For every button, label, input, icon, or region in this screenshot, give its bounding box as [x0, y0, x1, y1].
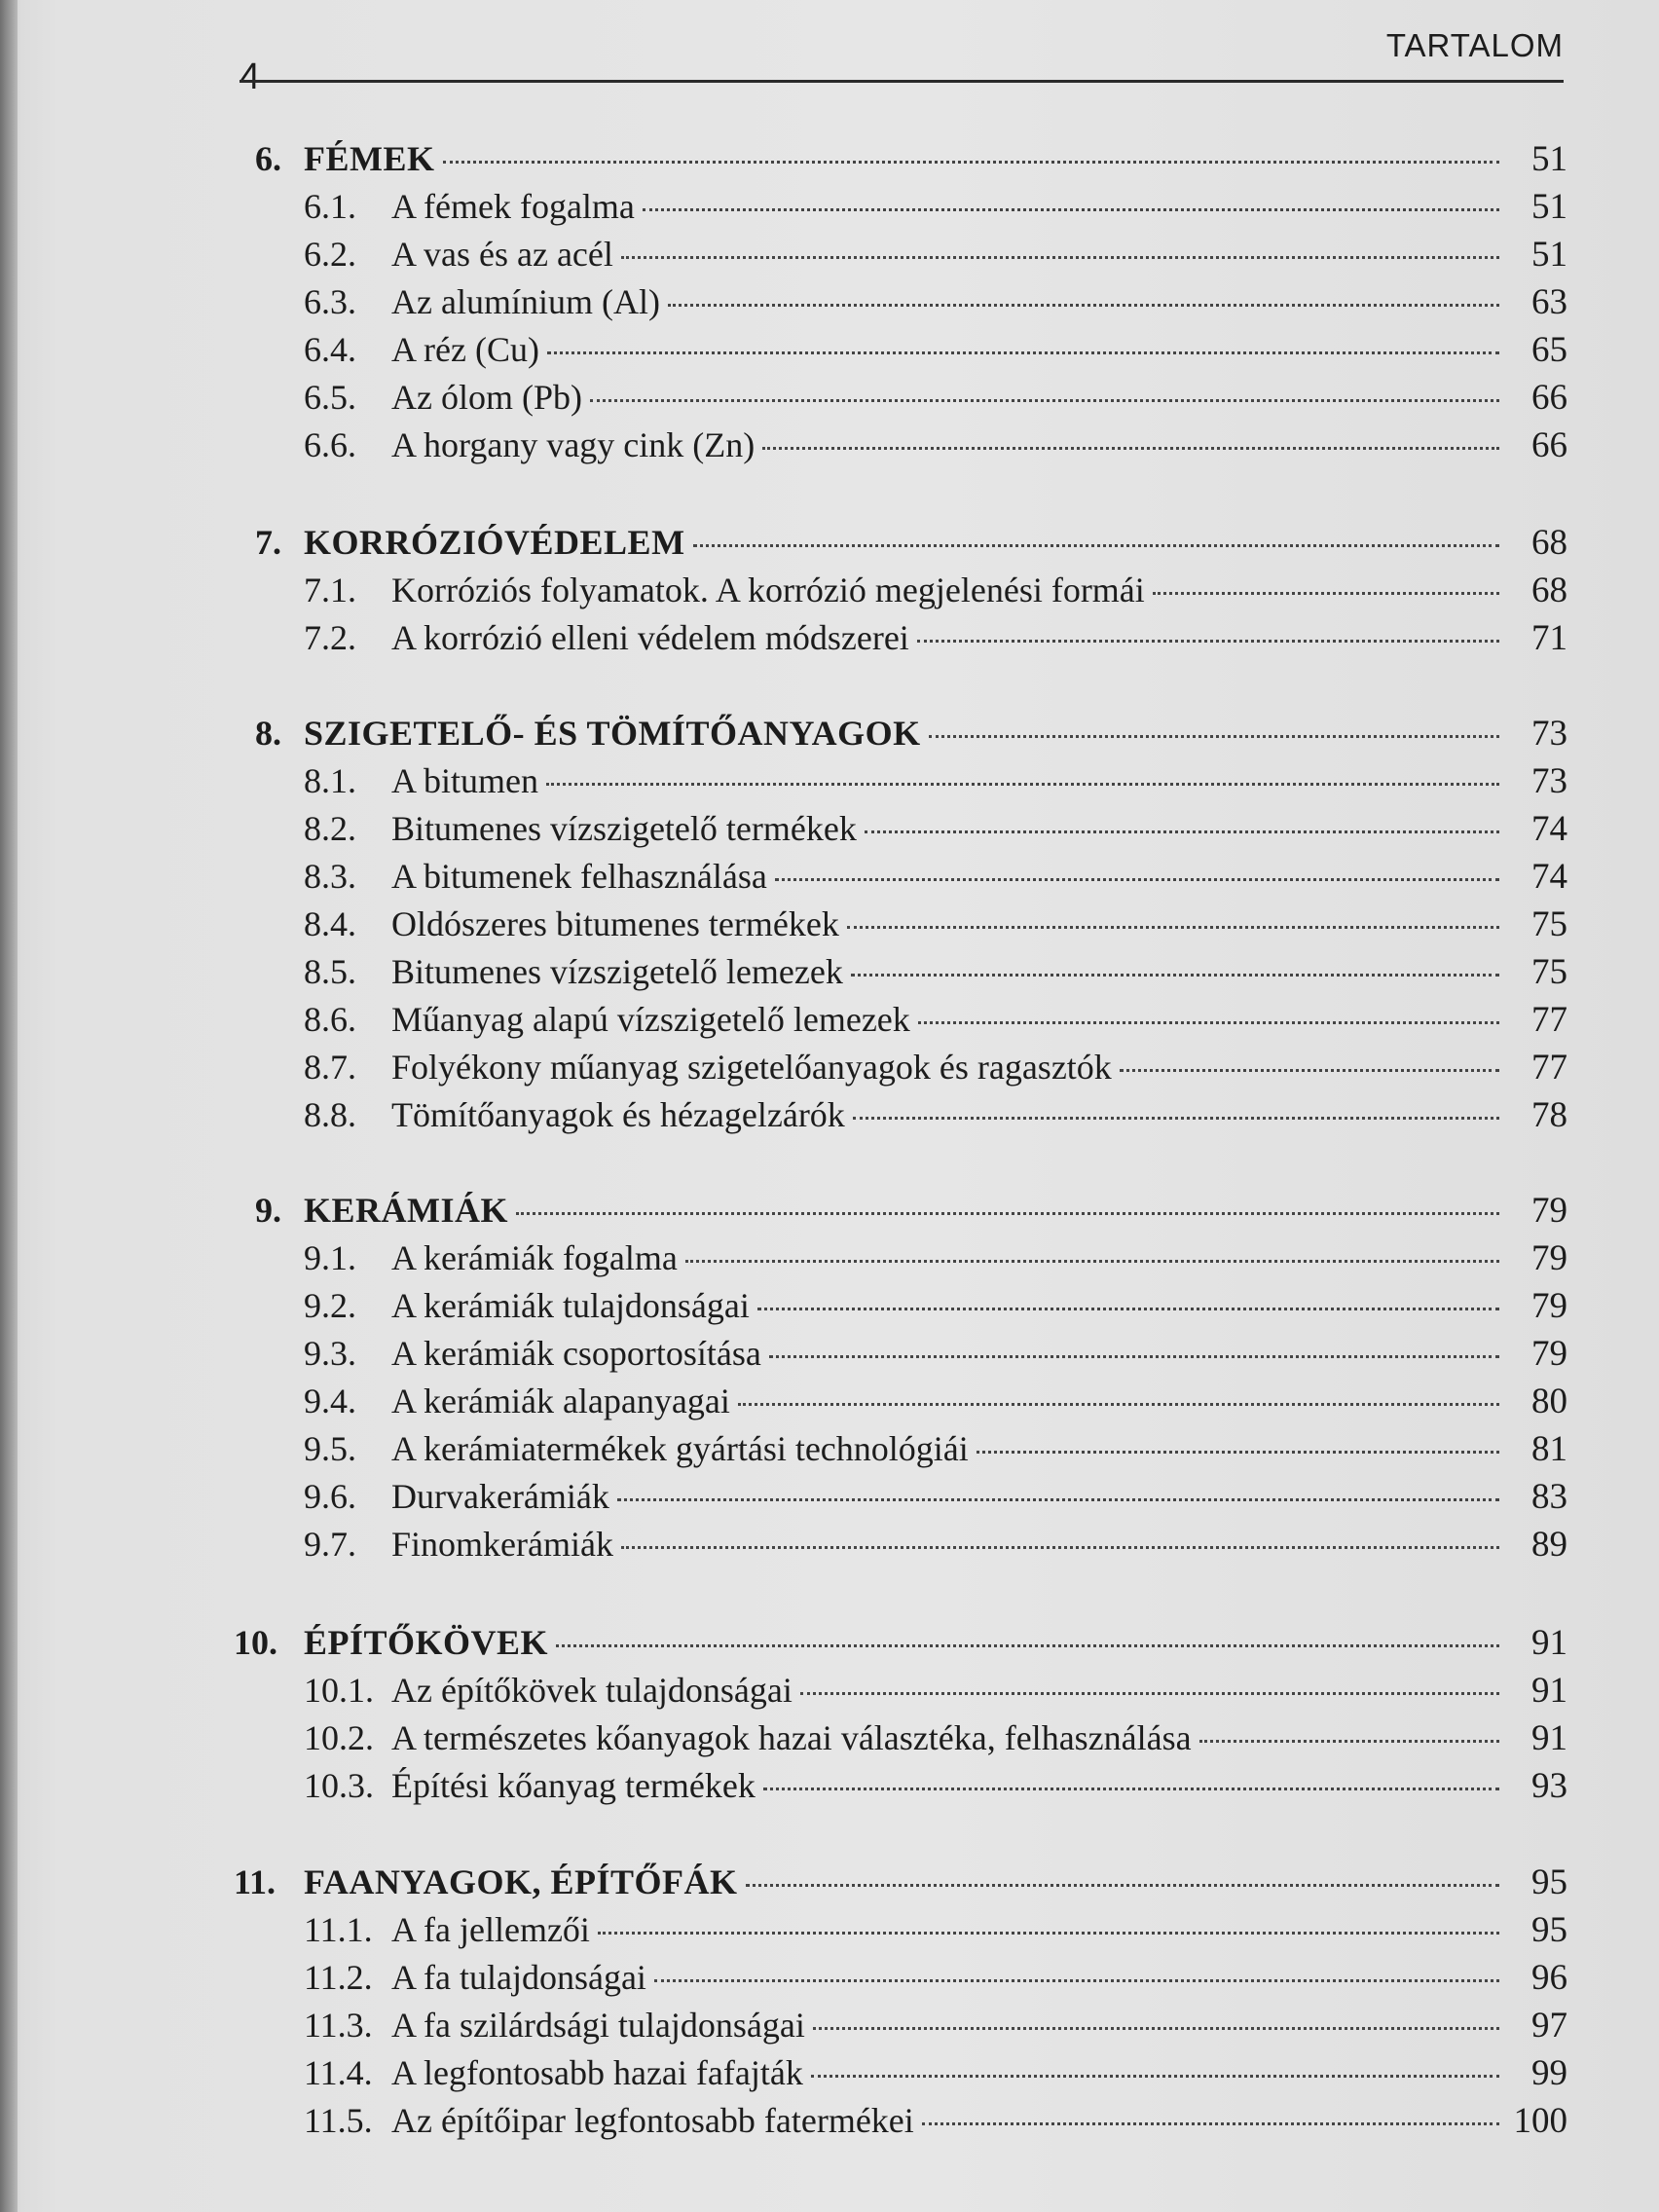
toc-section[interactable]: [304, 329, 1567, 371]
dot-leader: [546, 783, 1499, 786]
entry-number: 10.2.: [304, 1718, 374, 1757]
entry-page-number: 51: [1531, 139, 1567, 179]
entry-title: SZIGETELŐ- ÉS TÖMÍTŐANYAGOK: [304, 714, 921, 753]
toc-section[interactable]: [304, 1094, 1567, 1136]
toc-section[interactable]: [304, 1476, 1567, 1518]
entry-number: 6.5.: [304, 378, 356, 417]
toc-section[interactable]: [304, 903, 1567, 945]
toc-section[interactable]: [304, 760, 1567, 802]
entry-number: 6.6.: [304, 425, 356, 464]
entry-page-number: 91: [1531, 1671, 1567, 1711]
entry-title: ÉPÍTŐKÖVEK: [304, 1623, 549, 1662]
entry-title: A kerámiák alapanyagai: [391, 1382, 730, 1420]
entry-title: A vas és az acél: [391, 235, 613, 274]
toc-section[interactable]: [304, 1670, 1567, 1712]
entry-number: 8.8.: [304, 1095, 356, 1134]
entry-page-number: 63: [1531, 282, 1567, 322]
dot-leader: [556, 1644, 1499, 1647]
entry-number: 9.4.: [304, 1382, 356, 1420]
entry-number: 8.4.: [304, 904, 356, 943]
entry-page-number: 65: [1531, 330, 1567, 370]
entry-page-number: 79: [1531, 1238, 1567, 1278]
entry-title: A réz (Cu): [391, 330, 539, 369]
entry-number: 9.7.: [304, 1525, 356, 1564]
dot-leader: [775, 878, 1499, 881]
dot-leader: [922, 2122, 1499, 2125]
entry-title: Az alumínium (Al): [391, 282, 660, 321]
entry-number: 8.7.: [304, 1048, 356, 1087]
entry-page-number: 51: [1531, 187, 1567, 227]
dot-leader: [685, 1260, 1499, 1263]
entry-number: 9.3.: [304, 1334, 356, 1373]
entry-title: A fa tulajdonságai: [391, 1958, 646, 1997]
entry-page-number: 83: [1531, 1477, 1567, 1517]
entry-title: A kerámiák tulajdonságai: [391, 1286, 750, 1325]
entry-page-number: 81: [1531, 1429, 1567, 1469]
dot-leader: [1153, 592, 1499, 595]
toc-section[interactable]: [304, 234, 1567, 276]
entry-title: Oldószeres bitumenes termékek: [391, 904, 839, 943]
entry-title: Tömítőanyagok és hézagelzárók: [391, 1095, 845, 1134]
entry-number: 9.6.: [304, 1477, 356, 1516]
entry-page-number: 99: [1531, 2053, 1567, 2093]
entry-page-number: 100: [1513, 2101, 1567, 2141]
entry-number: 11.5.: [304, 2101, 373, 2140]
toc-chapter[interactable]: [255, 138, 1567, 180]
entry-number: 7.1.: [304, 571, 356, 609]
entry-number: 6.2.: [304, 235, 356, 274]
dot-leader: [693, 544, 1499, 547]
dot-leader: [668, 304, 1499, 307]
toc-section[interactable]: [304, 951, 1567, 993]
entry-number: 9.5.: [304, 1429, 356, 1468]
entry-number: 7.2.: [304, 618, 356, 657]
toc-section[interactable]: [304, 808, 1567, 850]
toc-section[interactable]: [304, 377, 1567, 419]
entry-title: FÉMEK: [304, 139, 435, 178]
entry-number: 8.2.: [304, 809, 356, 848]
entry-number: 11.3.: [304, 2006, 373, 2045]
dot-leader: [813, 2027, 1499, 2030]
entry-page-number: 66: [1531, 378, 1567, 418]
entry-title: A kerámiák fogalma: [391, 1238, 678, 1277]
entry-page-number: 93: [1531, 1766, 1567, 1806]
entry-title: Műanyag alapú vízszigetelő lemezek: [391, 1000, 910, 1039]
entry-title: A bitumen: [391, 761, 538, 800]
entry-title: A természetes kőanyagok hazai választéka, felhasználása: [391, 1718, 1192, 1757]
toc-section[interactable]: [304, 1285, 1567, 1327]
toc-section[interactable]: [304, 617, 1567, 659]
toc-section[interactable]: [304, 1237, 1567, 1279]
toc-chapter[interactable]: [234, 1622, 1567, 1664]
entry-number: 10.3.: [304, 1766, 374, 1805]
dot-leader: [811, 2075, 1499, 2078]
entry-page-number: 51: [1531, 235, 1567, 275]
toc-section[interactable]: [304, 1909, 1567, 1951]
entry-page-number: 77: [1531, 1000, 1567, 1040]
toc-section[interactable]: [304, 1333, 1567, 1375]
dot-leader: [617, 1498, 1499, 1501]
toc-section[interactable]: [304, 570, 1567, 611]
entry-page-number: 75: [1531, 952, 1567, 992]
toc-section[interactable]: [304, 2100, 1567, 2142]
entry-title: A bitumenek felhasználása: [391, 857, 767, 896]
entry-number: 11.2.: [304, 1958, 373, 1997]
entry-number: 6.1.: [304, 187, 356, 226]
entry-title: A legfontosabb hazai fafajták: [391, 2053, 803, 2092]
entry-page-number: 73: [1531, 761, 1567, 801]
toc-section[interactable]: [304, 1047, 1567, 1088]
dot-leader: [621, 256, 1499, 259]
entry-number: 8.: [255, 714, 281, 753]
entry-page-number: 91: [1531, 1718, 1567, 1758]
entry-number: 10.1.: [304, 1671, 374, 1710]
entry-page-number: 68: [1531, 571, 1567, 610]
entry-number: 10.: [234, 1623, 277, 1662]
entry-title: Az építőipar legfontosabb fatermékei: [391, 2101, 914, 2140]
entry-page-number: 78: [1531, 1095, 1567, 1135]
dot-leader: [547, 351, 1499, 354]
dot-leader: [853, 1117, 1499, 1120]
toc-section[interactable]: [304, 1524, 1567, 1566]
entry-title: Korróziós folyamatok. A korrózió megjelenési formái: [391, 571, 1145, 609]
dot-leader: [516, 1212, 1499, 1215]
toc-section[interactable]: [304, 2005, 1567, 2046]
entry-title: A kerámiatermékek gyártási technológiái: [391, 1429, 969, 1468]
entry-page-number: 89: [1531, 1525, 1567, 1565]
dot-leader: [769, 1355, 1499, 1358]
dot-leader: [621, 1546, 1499, 1549]
toc-section[interactable]: [304, 1957, 1567, 1999]
toc-chapter[interactable]: [234, 1862, 1567, 1903]
entry-page-number: 80: [1531, 1382, 1567, 1421]
entry-page-number: 71: [1531, 618, 1567, 658]
dot-leader: [590, 399, 1499, 402]
dot-leader: [598, 1932, 1499, 1935]
entry-page-number: 75: [1531, 904, 1567, 944]
dot-leader: [757, 1308, 1499, 1310]
entry-page-number: 74: [1531, 857, 1567, 897]
dot-leader: [918, 1021, 1499, 1024]
entry-title: Finomkerámiák: [391, 1525, 613, 1564]
entry-page-number: 96: [1531, 1958, 1567, 1998]
toc-chapter[interactable]: [255, 713, 1567, 755]
toc-section[interactable]: [304, 1381, 1567, 1422]
dot-leader: [847, 926, 1499, 929]
entry-title: Építési kőanyag termékek: [391, 1766, 756, 1805]
dot-leader: [917, 640, 1499, 643]
entry-page-number: 73: [1531, 714, 1567, 754]
dot-leader: [800, 1692, 1499, 1695]
dot-leader: [1120, 1069, 1499, 1072]
entry-page-number: 97: [1531, 2006, 1567, 2046]
entry-page-number: 79: [1531, 1286, 1567, 1326]
entry-number: 8.3.: [304, 857, 356, 896]
toc-chapter[interactable]: [255, 522, 1567, 564]
dot-leader: [762, 447, 1499, 450]
entry-number: 11.: [234, 1862, 276, 1901]
dot-leader: [1199, 1740, 1499, 1743]
entry-number: 8.5.: [304, 952, 356, 991]
header-rule: [240, 80, 1564, 83]
entry-number: 8.1.: [304, 761, 356, 800]
entry-title: Folyékony műanyag szigetelőanyagok és ragasztók: [391, 1048, 1112, 1087]
toc-section[interactable]: [304, 1428, 1567, 1470]
entry-title: Bitumenes vízszigetelő lemezek: [391, 952, 843, 991]
entry-page-number: 66: [1531, 425, 1567, 465]
toc-section[interactable]: [304, 186, 1567, 228]
toc-section[interactable]: [304, 2052, 1567, 2094]
dot-leader: [443, 161, 1500, 164]
toc-section[interactable]: [304, 281, 1567, 323]
entry-number: 9.: [255, 1191, 281, 1230]
dot-leader: [654, 1979, 1499, 1982]
entry-page-number: 79: [1531, 1191, 1567, 1231]
entry-page-number: 74: [1531, 809, 1567, 849]
entry-title: Az ólom (Pb): [391, 378, 582, 417]
page-edge-shadow: [0, 0, 18, 2212]
toc-section[interactable]: [304, 1765, 1567, 1807]
entry-number: 9.2.: [304, 1286, 356, 1325]
entry-page-number: 77: [1531, 1048, 1567, 1088]
entry-page-number: 68: [1531, 523, 1567, 563]
dot-leader: [929, 735, 1499, 738]
entry-number: 11.1.: [304, 1910, 373, 1949]
dot-leader: [763, 1788, 1499, 1790]
entry-title: A fa szilárdsági tulajdonságai: [391, 2006, 805, 2045]
entry-page-number: 95: [1531, 1862, 1567, 1902]
dot-leader: [851, 974, 1499, 977]
entry-title: A korrózió elleni védelem módszerei: [391, 618, 909, 657]
dot-leader: [746, 1884, 1499, 1887]
toc-section[interactable]: [304, 999, 1567, 1041]
page-number: 4: [240, 56, 261, 97]
entry-number: 11.4.: [304, 2053, 373, 2092]
entry-title: Durvakerámiák: [391, 1477, 609, 1516]
toc-section[interactable]: [304, 1717, 1567, 1759]
entry-title: FAANYAGOK, ÉPÍTŐFÁK: [304, 1862, 738, 1901]
entry-title: Az építőkövek tulajdonságai: [391, 1671, 793, 1710]
dot-leader: [865, 830, 1499, 833]
dot-leader: [643, 208, 1499, 211]
entry-number: 6.4.: [304, 330, 356, 369]
toc-section[interactable]: [304, 424, 1567, 466]
entry-number: 7.: [255, 523, 281, 562]
entry-number: 6.3.: [304, 282, 356, 321]
entry-title: KERÁMIÁK: [304, 1191, 508, 1230]
dot-leader: [738, 1403, 1499, 1406]
entry-number: 6.: [255, 139, 281, 178]
dot-leader: [977, 1451, 1499, 1454]
running-head: TARTALOM: [1385, 27, 1564, 63]
entry-title: A fa jellemzői: [391, 1910, 590, 1949]
entry-title: KORRÓZIÓVÉDELEM: [304, 523, 685, 562]
entry-page-number: 95: [1531, 1910, 1567, 1950]
entry-page-number: 91: [1531, 1623, 1567, 1663]
entry-number: 8.6.: [304, 1000, 356, 1039]
entry-title: A kerámiák csoportosítása: [391, 1334, 761, 1373]
toc-section[interactable]: [304, 856, 1567, 898]
entry-page-number: 79: [1531, 1334, 1567, 1374]
entry-title: A horgany vagy cink (Zn): [391, 425, 756, 464]
entry-title: A fémek fogalma: [391, 187, 635, 226]
toc-chapter[interactable]: [255, 1190, 1567, 1232]
entry-title: Bitumenes vízszigetelő termékek: [391, 809, 857, 848]
entry-number: 9.1.: [304, 1238, 356, 1277]
